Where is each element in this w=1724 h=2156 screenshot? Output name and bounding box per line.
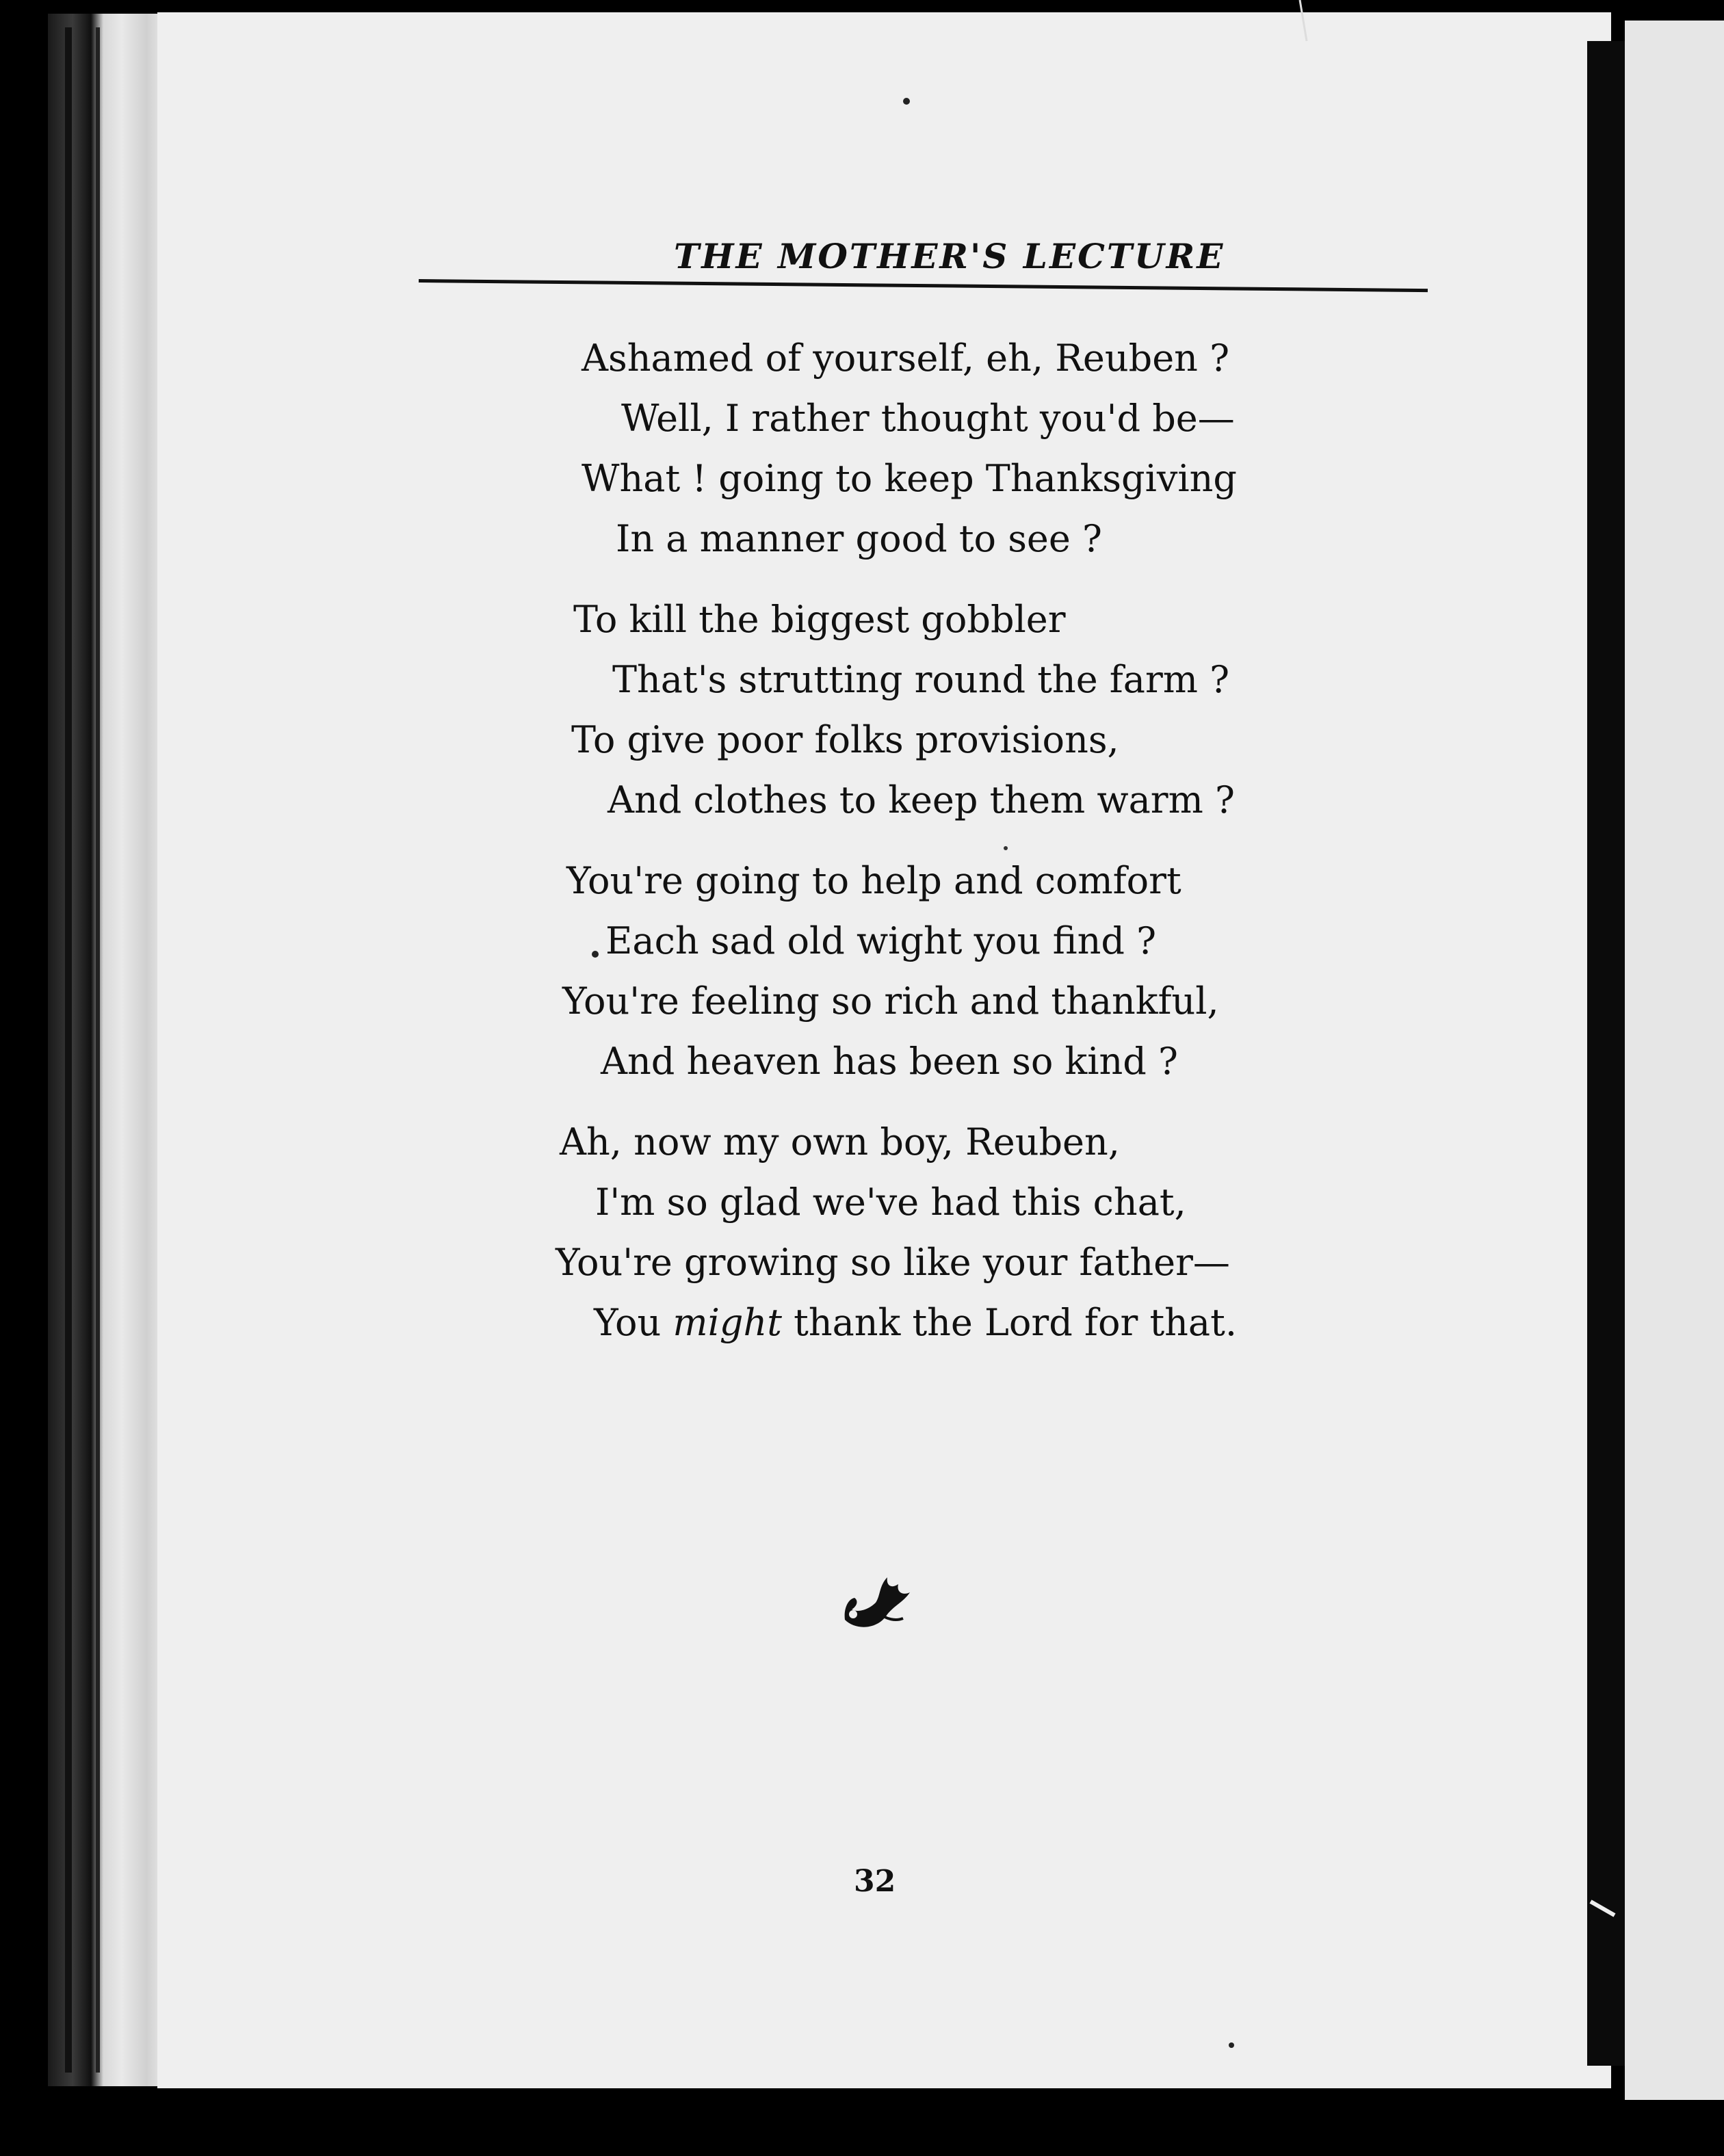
- page-number: 32: [854, 1864, 896, 1899]
- poem-line: What ! going to keep Thanksgiving: [582, 457, 1237, 500]
- line-text: thank the Lord for that.: [781, 1301, 1237, 1344]
- poem-line: In a manner good to see ?: [616, 517, 1102, 560]
- running-head: THE MOTHER'S LECTURE: [674, 236, 1225, 276]
- poem-line: To give poor folks provisions,: [571, 718, 1119, 761]
- poem-line: Well, I rather thought you'd be—: [621, 397, 1235, 440]
- poem-line: Each sad old wight you find ?: [605, 919, 1157, 962]
- poem-line: You're feeling so rich and thankful,: [562, 980, 1219, 1023]
- poem-line: Ashamed of yourself, eh, Reuben ?: [582, 337, 1230, 380]
- emphasized-word: might: [672, 1301, 782, 1344]
- poem-line: That's strutting round the farm ?: [612, 658, 1230, 701]
- poem-line: Ah, now my own boy, Reuben,: [560, 1120, 1120, 1164]
- poem-line: And clothes to keep them warm ?: [608, 778, 1235, 821]
- poem-line: And heaven has been so kind ?: [601, 1040, 1178, 1083]
- poem-line: To kill the biggest gobbler: [573, 598, 1066, 641]
- poem-line: You're going to help and comfort: [566, 859, 1181, 902]
- poem-line: I'm so glad we've had this chat,: [595, 1181, 1186, 1224]
- line-text: You: [594, 1301, 673, 1344]
- poem-line: You're growing so like your father—: [556, 1241, 1230, 1284]
